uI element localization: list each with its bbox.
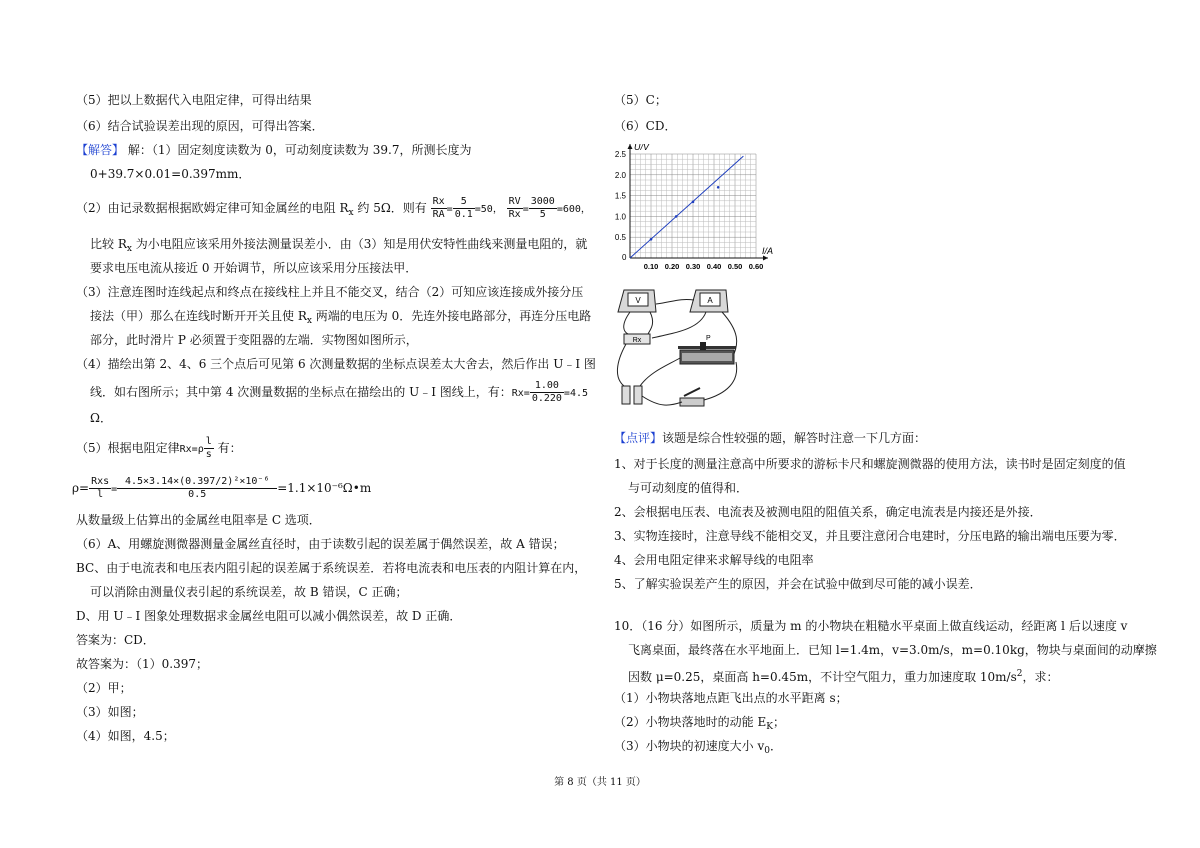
text-line: Ω． [90, 411, 112, 425]
resistor-icon [624, 334, 650, 344]
text-line: 线．如右图所示；其中第 4 次测量数据的坐标点在描绘出的 U﹣I 图线上，有：Rx= $\frac{1.00}{0.220}$ =4.5 [90, 380, 589, 404]
circuit-diagram [610, 282, 770, 422]
graph-marks [630, 156, 743, 258]
x-tick-label: 0.10 [643, 262, 659, 271]
data-point [717, 186, 720, 189]
switch-icon [680, 388, 704, 406]
rx-label: Rx [632, 337, 642, 344]
answer-tag: 【解答】 [76, 143, 125, 157]
voltmeter-icon [618, 290, 656, 312]
y-tick-label: 1.0 [614, 212, 626, 222]
text-line: 可以消除由测量仪表引起的系统误差，故 B 错误，C 正确； [90, 585, 408, 599]
text-line: （3）如图； [76, 705, 144, 719]
fraction: $\frac{3000}{5}$ [530, 196, 555, 220]
text-line: 0+39.7×0.01=0.397mm． [90, 167, 251, 181]
text-line: 部分，此时滑片 P 必须置于变阻器的左端．实物图如图所示， [90, 333, 418, 347]
question-line: （3）小物块的初速度大小 $v_0$． [614, 739, 782, 756]
voltmeter-label: V [635, 296, 641, 305]
fraction: $\frac{Rx}{RA}$ [432, 196, 445, 220]
y-tick-label: 2.5 [614, 150, 626, 159]
text-line: 比较 $R_x$ 为小电阻应该采用外接法测量误差小．由（3）知是用伏安特性曲线来测量电阻的，就 [90, 237, 588, 254]
data-point [650, 238, 653, 241]
answer-text: 解：（1）固定刻度读数为 0，可动刻度读数为 39.7，所测长度为 [127, 143, 472, 157]
page-footer: 第 8 页（共 11 页） [554, 777, 646, 788]
text-line: 答案为：CD． [76, 633, 155, 647]
text-line: 接法（甲）那么在连线时断开开关且使 $R_x$ 两端的电压为 0．先连外接电路部分，再连分压电路 [90, 309, 592, 326]
graph-grid [630, 154, 756, 258]
x-axis-arrow-icon [763, 256, 768, 261]
text-line: 故答案为：（1）0.397； [76, 657, 208, 671]
u-i-graph [606, 144, 786, 276]
text-line: （6）结合试验误差出现的原因，可得出答案． [76, 119, 324, 133]
fraction: $\frac{l}{s}$ [205, 436, 212, 460]
text-line: （2）由记录数据根据欧姆定律可知金属丝的电阻 $R_x$ 约 5Ω．则有 $\frac{Rx}{RA}$ = $\frac{5}{0.1}$ =50， $\frac{RV}{Rx}$ = $\frac{3000}{5}$ =600， [76, 196, 591, 220]
x-tick-label: 0.30 [685, 262, 701, 271]
text-line: （4）如图，4.5； [76, 729, 175, 743]
review-tag: 【点评】 [614, 431, 663, 445]
question-line: 飞离桌面，最终落在水平地面上．已知 l=1.4m，v=3.0m/s，m=0.10kg，物块与桌面间的动摩擦 [628, 643, 1157, 657]
question-line: （2）小物块落地时的动能 $E_K$； [614, 715, 785, 732]
y-axis-arrow-icon [628, 144, 633, 149]
question-line: 因数 μ=0.25，桌面高 h=0.45m，不计空气阻力，重力加速度取 $10m/s^2$，求： [628, 669, 1059, 684]
text-line: （6）A、用螺旋测微器测量金属丝直径时，由于读数引起的误差属于偶然误差，故 A 错误； [76, 537, 565, 551]
x-tick-label: 0.50 [727, 262, 743, 271]
fraction: $\frac{1.00}{0.220}$ [531, 380, 562, 404]
y-axis-label: U/V [634, 144, 650, 152]
y-tick-label: 0.5 [614, 233, 626, 243]
fraction: $\frac{\text{4.5×3.14×(0.397/2)²×10⁻⁶}}{0.5}$ [117, 476, 277, 501]
rheostat-icon [678, 335, 736, 364]
x-axis-label: I/A [762, 246, 774, 256]
text-segment: （2）由记录数据根据欧姆定律可知金属丝的电阻 R [76, 201, 349, 215]
origin-label: 0 [622, 253, 627, 262]
formula-line: ρ= $\frac{\text{Rxs}}{l}$ = $\frac{\text{4.5×3.14×(0.397/2)²×10⁻⁶}}{0.5}$ =1.1×10⁻⁶Ω•m [72, 476, 372, 500]
text-line: 从数量级上估算出的金属丝电阻率是 C 选项． [76, 513, 321, 527]
ammeter-icon [690, 290, 728, 312]
fraction: $\frac{\text{Rxs}}{l}$ [91, 476, 110, 500]
text-line: （4）描绘出第 2、4、6 三个点后可见第 6 次测量数据的坐标点误差太大舍去，然后作出 U﹣I 图 [76, 357, 596, 371]
text-line: （3）注意连图时连线起点和终点在接线柱上并且不能交叉，结合（2）可知应该连接成外接分压 [76, 285, 584, 299]
x-tick-label: 0.40 [706, 262, 722, 271]
y-tick-label: 1.5 [614, 191, 626, 201]
text-line: （5）根据电阻定律Rx=ρ $\frac{l}{s}$ 有： [76, 436, 242, 460]
question-line: 10．（16 分）如图所示，质量为 m 的小物块在粗糙水平桌面上做直线运动，经距离 l 后以速度 v [614, 619, 1128, 633]
text-line: 2、会根据电压表、电流表及被测电阻的阻值关系，确定电流表是内接还是外接． [614, 505, 1042, 519]
x-tick-label: 0.60 [748, 262, 764, 271]
x-tick-label: 0.20 [664, 262, 680, 271]
text-line: BC、由于电流表和电压表内阻引起的误差属于系统误差．若将电流表和电压表的内阻计算在内， [76, 561, 587, 575]
text-line: （5）把以上数据代入电阻定律，可得出结果 [76, 93, 312, 107]
fraction: $\frac{5}{0.1}$ [454, 196, 473, 220]
data-point [675, 215, 678, 218]
text-line: 【点评】该题是综合性较强的题，解答时注意一下几方面： [614, 431, 927, 445]
text-line: 3、实物连接时，注意导线不能相交叉，并且要注意闭合电建时，分压电路的输出端电压要为零． [614, 529, 1126, 543]
text-line: 1、对于长度的测量注意高中所要求的游标卡尺和螺旋测微器的使用方法，读书时是固定刻度的值 [614, 457, 1126, 471]
ammeter-label: A [707, 296, 713, 305]
text-line: （5）C； [614, 93, 667, 107]
text-line: 要求电压电流从接近 0 开始调节，所以应该采用分压接法甲． [90, 261, 418, 275]
text-line [76, 142, 471, 158]
data-point [692, 201, 695, 204]
text-line: （2）甲； [76, 681, 132, 695]
text-line: 4、会用电阻定律来求解导线的电阻率 [614, 553, 814, 567]
slider-label: P [706, 335, 711, 342]
text-segment: 约 5Ω．则有 [353, 201, 427, 215]
subscript: x [348, 208, 354, 218]
series-line [630, 156, 743, 258]
text-line: D、用 U﹣I 图象处理数据求金属丝电阻可以减小偶然误差，故 D 正确． [76, 609, 462, 623]
text-line: （6）CD． [614, 119, 677, 133]
text-line: 与可动刻度的值得和． [628, 481, 749, 495]
y-tick-label: 2.0 [614, 170, 626, 180]
question-line: （1）小物块落地点距飞出点的水平距离 s； [614, 691, 848, 705]
battery-icon [622, 386, 642, 404]
fraction: $\frac{RV}{Rx}$ [508, 196, 521, 220]
text-line: 5、了解实验误差产生的原因，并会在试验中做到尽可能的减小误差． [614, 577, 982, 591]
